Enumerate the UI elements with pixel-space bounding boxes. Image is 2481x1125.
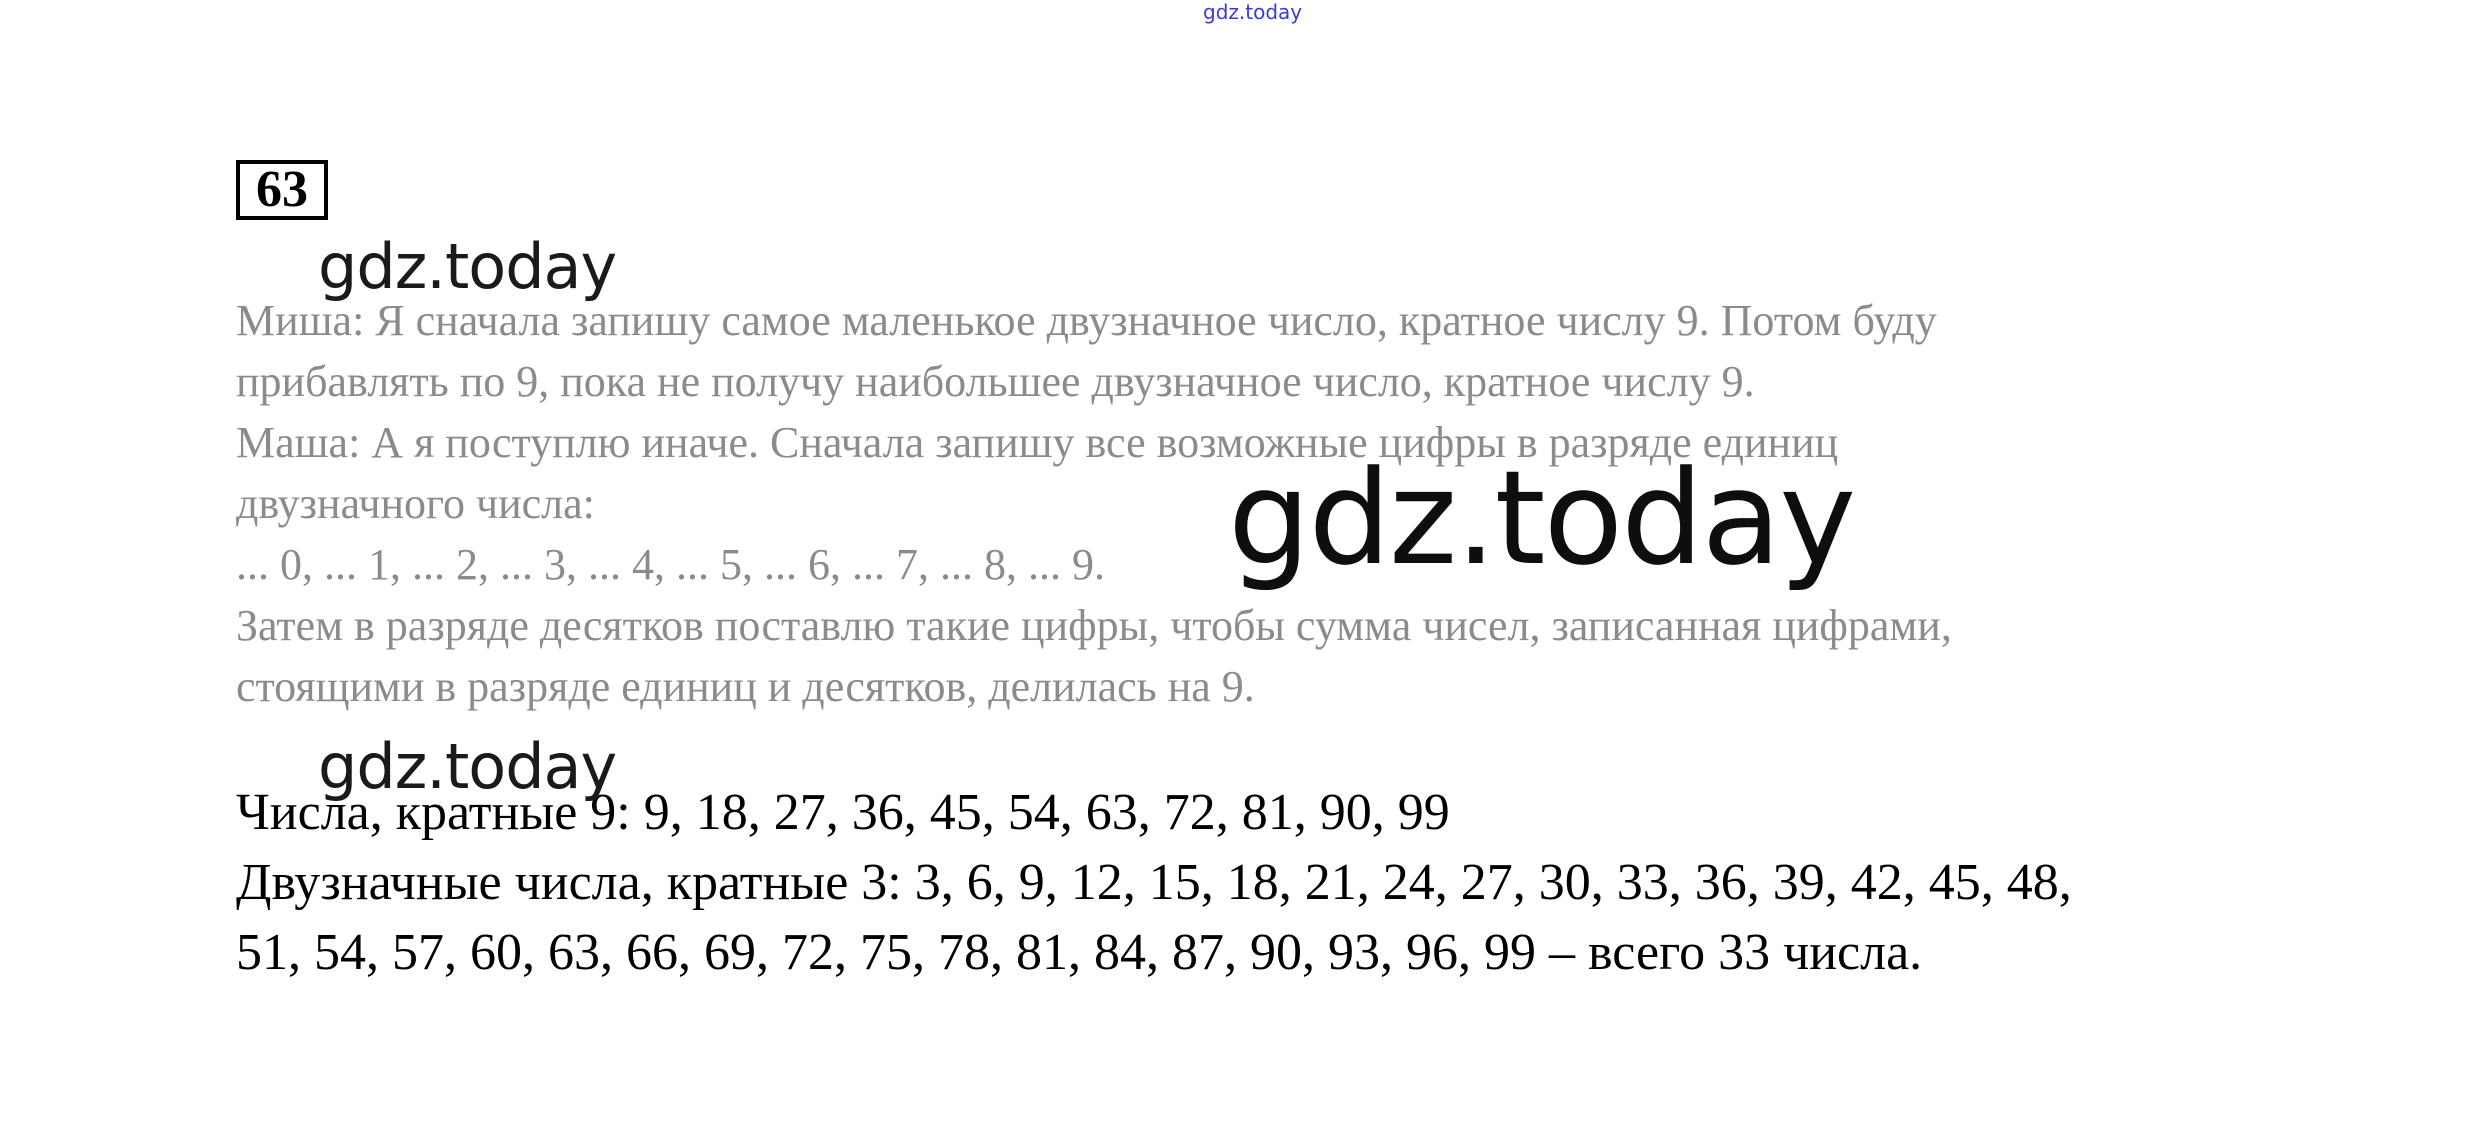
answer-line: 51, 54, 57, 60, 63, 66, 69, 72, 75, 78, 81, 84, 87, 90, 93, 96, 99 – всего 33 числа. bbox=[236, 924, 1923, 981]
statement-line: двузначного числа: bbox=[236, 479, 595, 528]
top-watermark: gdz.today bbox=[1203, 0, 1303, 24]
statement-line: стоящими в разряде единиц и десятков, делилась на 9. bbox=[236, 662, 1255, 711]
statement-line: Миша: Я сначала запишу самое маленькое двузначное число, кратное числу 9. Потом буду bbox=[236, 296, 1937, 345]
watermark-large: gdz.today bbox=[1228, 442, 1855, 594]
statement-line: Затем в разряде десятков поставлю такие цифры, чтобы сумма чисел, записанная цифрами, bbox=[236, 601, 1952, 650]
answer-line: Числа, кратные 9: 9, 18, 27, 36, 45, 54, 63, 72, 81, 90, 99 bbox=[236, 784, 1450, 841]
watermark-small-bottom: gdz.today bbox=[318, 730, 617, 803]
answer-line: Двузначные числа, кратные 3: 3, 6, 9, 12, 15, 18, 21, 24, 27, 30, 33, 36, 39, 42, 45, 48, bbox=[236, 854, 2072, 911]
task-number-box: 63 bbox=[236, 160, 328, 220]
statement-line: прибавлять по 9, пока не получу наибольшее двузначное число, кратное числу 9. bbox=[236, 357, 1755, 406]
answer-block bbox=[236, 778, 2456, 988]
statement-line: Маша: А я поступлю иначе. Сначала запишу все возможные цифры в разряде единиц bbox=[236, 418, 1839, 467]
watermark-small-top: gdz.today bbox=[318, 230, 617, 303]
statement-line: ... 0, ... 1, ... 2, ... 3, ... 4, ... 5, ... 6, ... 7, ... 8, ... 9. bbox=[236, 540, 1105, 589]
